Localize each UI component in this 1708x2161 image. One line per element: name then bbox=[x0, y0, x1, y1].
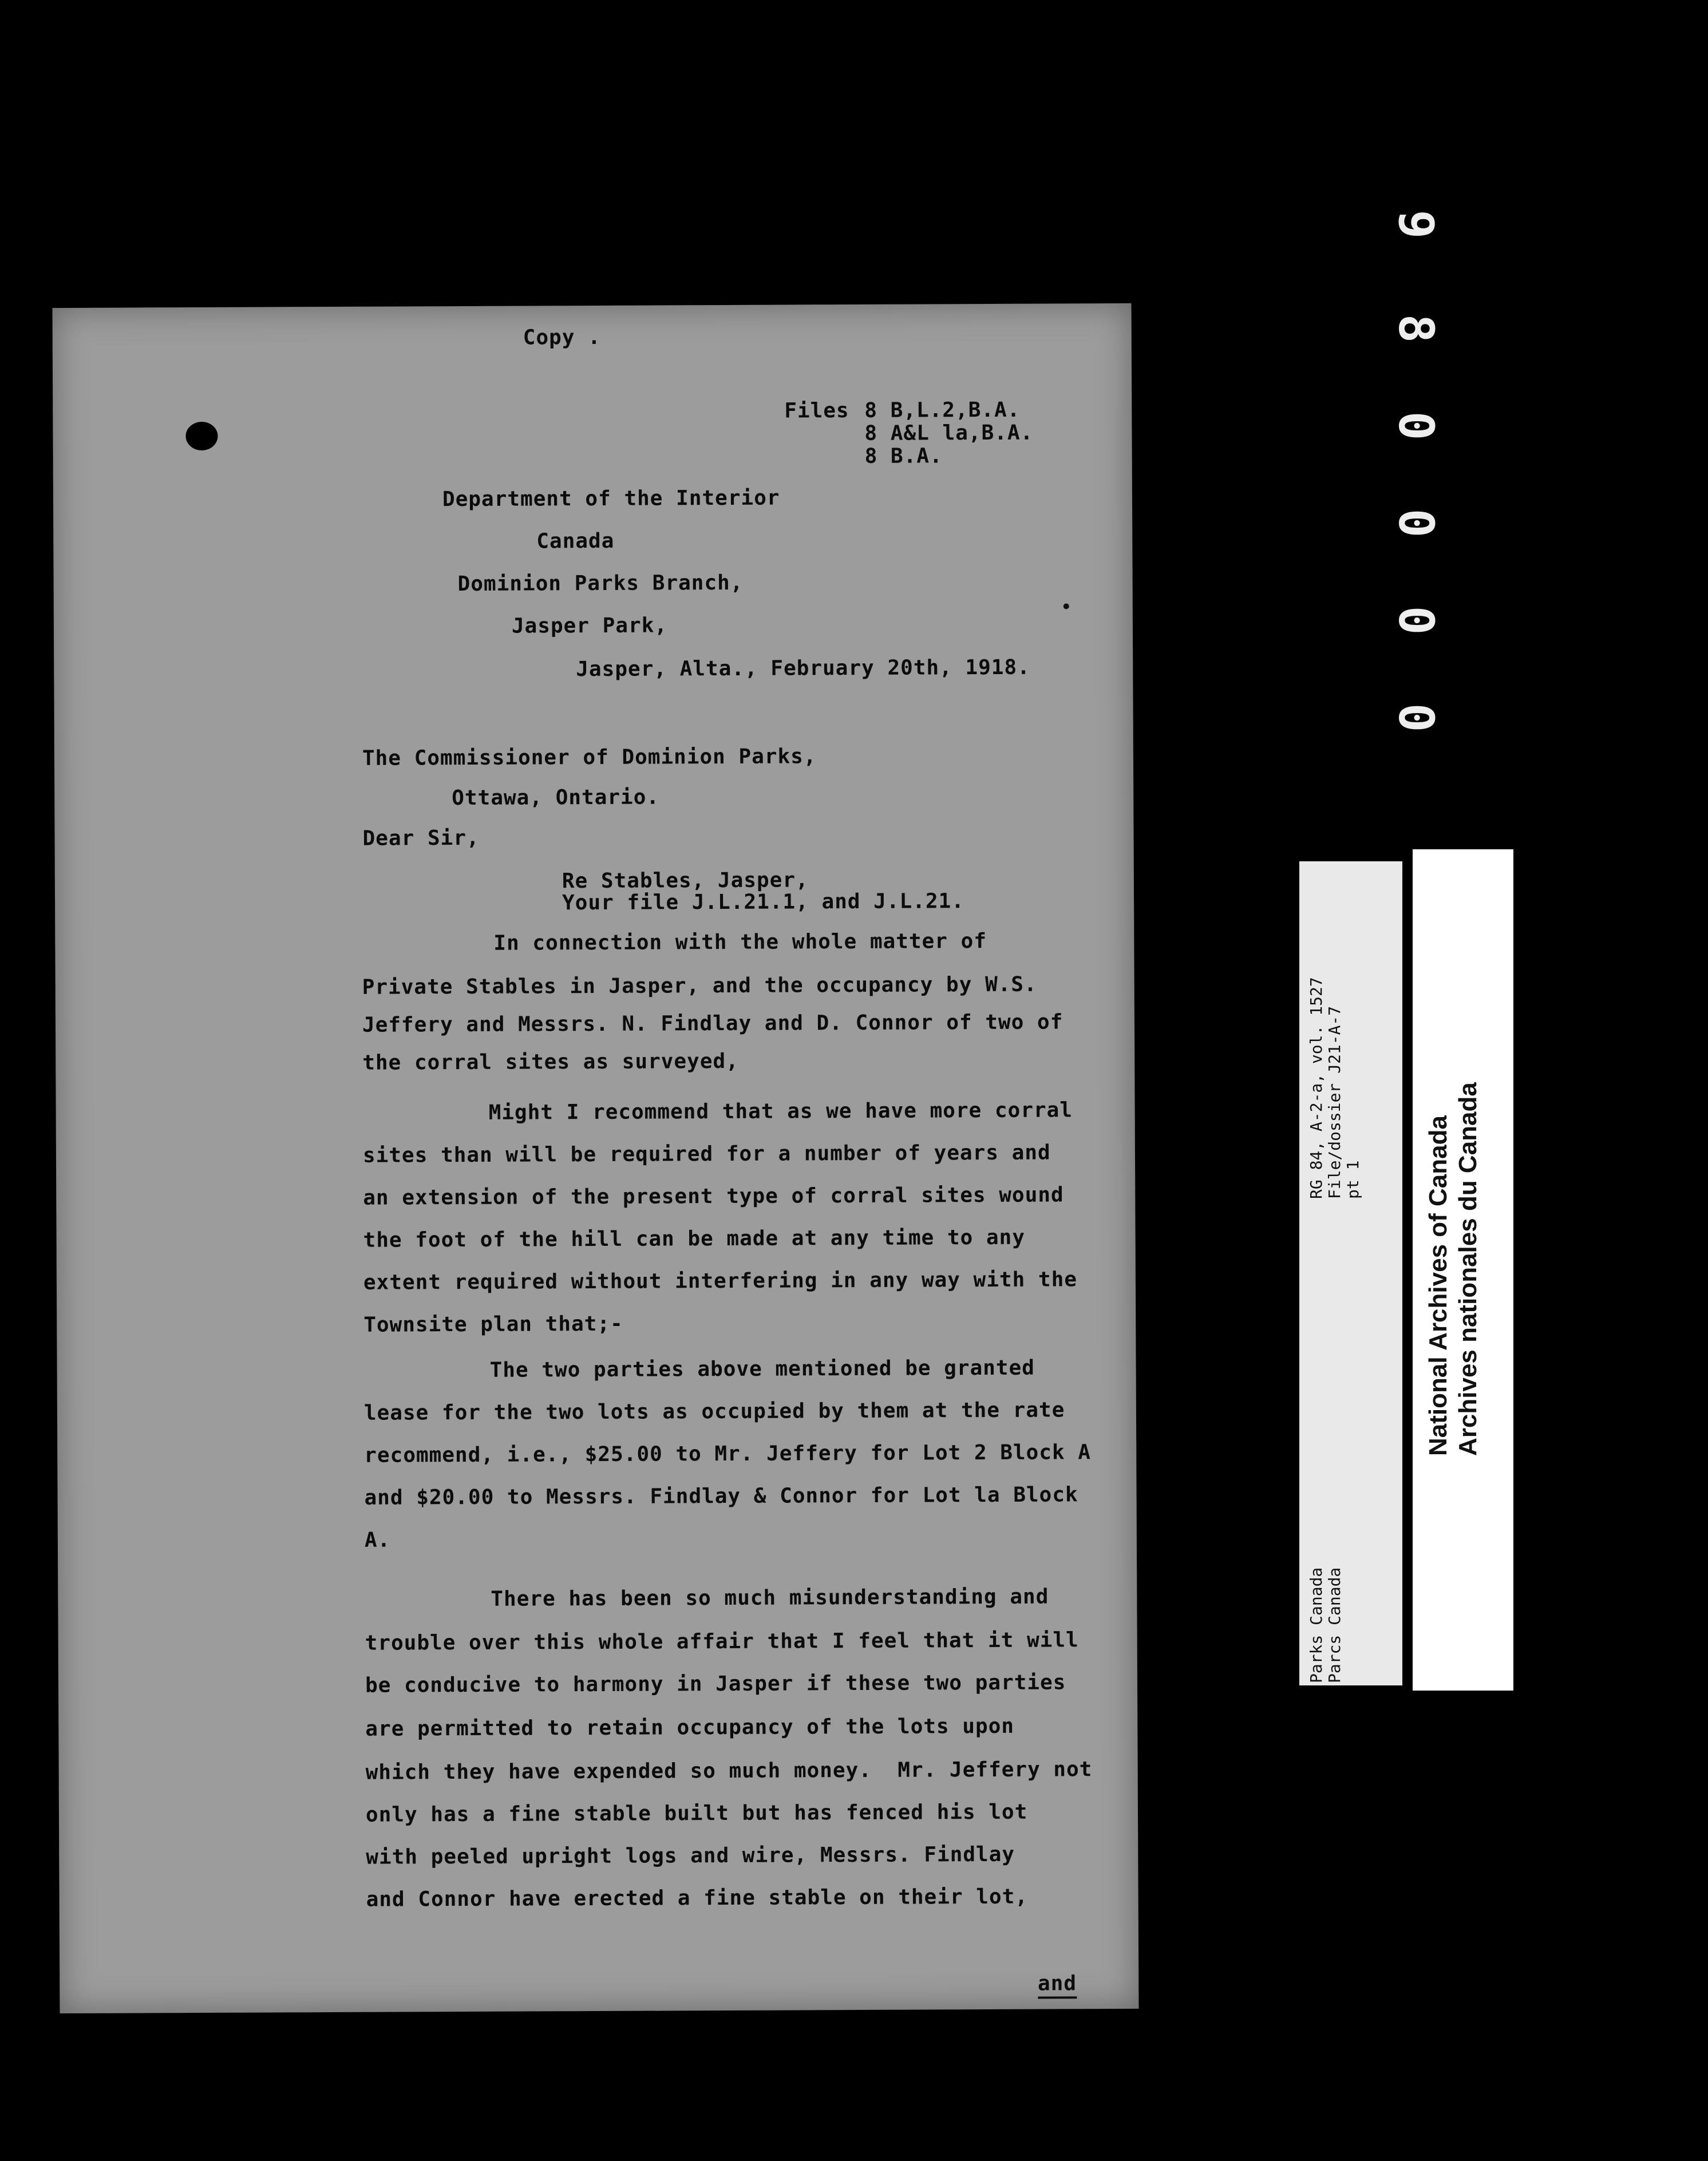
frame-digit: 8 bbox=[1388, 314, 1444, 343]
body-line: Might I recommend that as we have more corral bbox=[488, 1098, 1073, 1125]
letterhead-branch: Dominion Parks Branch, bbox=[457, 571, 744, 596]
source-line: Parcs Canada bbox=[1325, 1567, 1344, 1683]
body-line: the foot of the hill can be made at any time to any bbox=[363, 1225, 1026, 1252]
body-line: lease for the two lots as occupied by them at the rate bbox=[363, 1398, 1065, 1425]
frame-digit: 0 bbox=[1388, 703, 1444, 733]
archive-institution-label bbox=[1413, 849, 1513, 1691]
institution-name-fr: Archives nationales du Canada bbox=[1454, 1082, 1482, 1456]
body-line: with peeled upright logs and wire, Messrs. Findlay bbox=[366, 1842, 1015, 1869]
subject-line: Re Stables, Jasper, bbox=[562, 868, 809, 893]
body-line: extent required without interfering in any way with the bbox=[363, 1268, 1078, 1295]
letterhead-country: Canada bbox=[536, 529, 615, 553]
body-line: recommend, i.e., $25.00 to Mr. Jeffery for Lot 2 Block A bbox=[364, 1440, 1092, 1467]
institution-name-en: National Archives of Canada bbox=[1424, 1115, 1452, 1456]
body-line: trouble over this whole affair that I feel that it will bbox=[365, 1628, 1079, 1655]
frame-digit: 0 bbox=[1388, 508, 1444, 538]
files-label: Files bbox=[784, 399, 849, 423]
salutation: Dear Sir, bbox=[362, 826, 480, 850]
reference-line: pt 1 bbox=[1343, 1160, 1362, 1199]
archive-reference-label bbox=[1299, 861, 1402, 1685]
frame-digit: 9 bbox=[1388, 209, 1444, 239]
frame-digit: 0 bbox=[1388, 605, 1444, 635]
body-line: Private Stables in Jasper, and the occupancy by W.S. bbox=[362, 972, 1037, 999]
body-line: In connection with the whole matter of bbox=[493, 929, 987, 955]
body-line: The two parties above mentioned be granted bbox=[489, 1356, 1035, 1382]
reference-line: RG 84, A-2-a, vol. 1527 bbox=[1307, 977, 1326, 1199]
body-line: be conducive to harmony in Jasper if these two parties bbox=[365, 1671, 1066, 1697]
letterhead-park: Jasper Park, bbox=[511, 614, 668, 638]
file-number-line: 8 B.A. bbox=[864, 444, 943, 468]
frame-digit: 0 bbox=[1388, 411, 1444, 441]
reference-line: File/dossier J21-A-7 bbox=[1325, 1006, 1344, 1199]
letter-sheet bbox=[53, 303, 1139, 2013]
body-line: A. bbox=[364, 1528, 391, 1552]
subject-line: Your file J.L.21.1, and J.L.21. bbox=[562, 889, 965, 915]
file-number-line: 8 A&L la,B.A. bbox=[864, 421, 1034, 445]
paper-speck bbox=[1063, 603, 1069, 609]
body-line: Jeffery and Messrs. N. Findlay and D. Connor of two of bbox=[362, 1010, 1063, 1037]
body-line: and $20.00 to Messrs. Findlay & Connor for Lot la Block bbox=[364, 1483, 1078, 1510]
file-number-line: 8 B,L.2,B.A. bbox=[864, 398, 1021, 422]
copy-mark: Copy . bbox=[523, 325, 601, 350]
body-line: which they have expended so much money. Mr. Jeffery not bbox=[365, 1758, 1093, 1784]
letterhead-department: Department of the Interior bbox=[442, 486, 780, 512]
recipient-line: Ottawa, Ontario. bbox=[452, 785, 660, 810]
punch-hole bbox=[185, 422, 218, 450]
body-line: Townsite plan that;- bbox=[363, 1312, 623, 1337]
body-line: are permitted to retain occupancy of the lots upon bbox=[365, 1714, 1015, 1741]
catchword-text: and bbox=[1038, 1972, 1077, 1998]
body-line: and Connor have erected a fine stable on their lot, bbox=[366, 1885, 1029, 1911]
body-line: There has been so much misunderstanding and bbox=[491, 1585, 1049, 1611]
source-line: Parks Canada bbox=[1307, 1567, 1326, 1683]
body-line: only has a fine stable built but has fenced his lot bbox=[365, 1800, 1028, 1827]
body-line: the corral sites as surveyed, bbox=[362, 1049, 739, 1075]
body-line: sites than will be required for a number of years and bbox=[362, 1141, 1051, 1167]
recipient-line: The Commissioner of Dominion Parks, bbox=[362, 745, 817, 770]
catchword bbox=[986, 1949, 1077, 2018]
body-line: an extension of the present type of corral sites wound bbox=[363, 1183, 1064, 1210]
letter-date: Jasper, Alta., February 20th, 1918. bbox=[576, 655, 1030, 682]
